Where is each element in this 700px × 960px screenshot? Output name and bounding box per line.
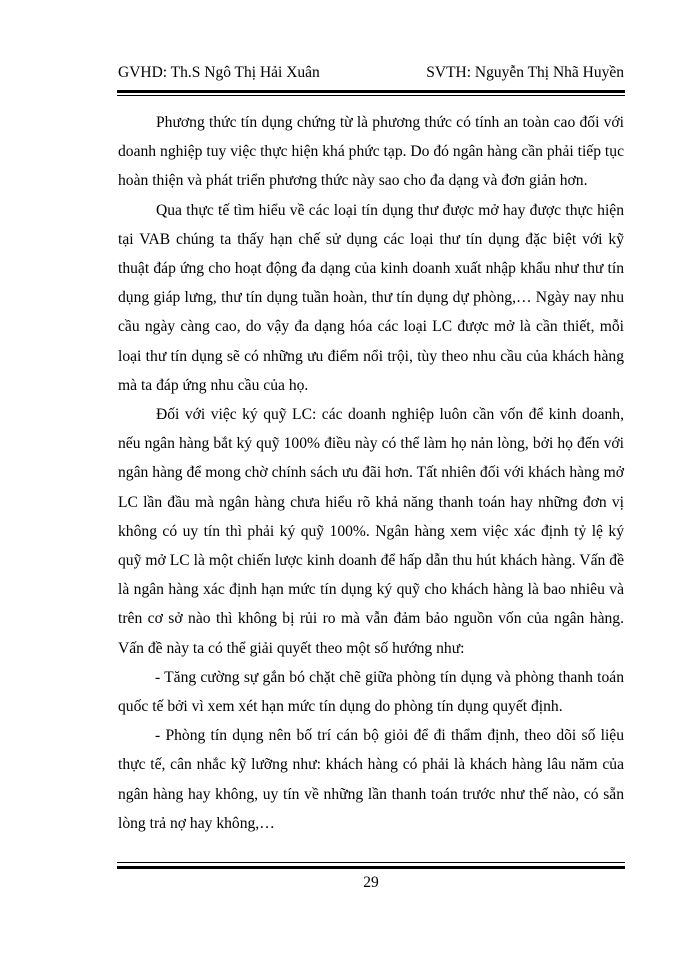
page-header [118, 64, 624, 88]
advisor-name: GVHD: Th.S Ngô Thị Hải Xuân [118, 64, 320, 81]
student-name: SVTH: Nguyễn Thị Nhã Huyền [426, 64, 624, 81]
header-rule-thick [117, 90, 625, 93]
paragraph: Đối với việc ký quỹ LC: các doanh nghiệp luôn cần vốn để kinh doanh, nếu ngân hàng bắt ký quỹ 100% điều này có thể làm họ nản lòng, bởi họ đến với ngân hàng để mong chờ chính sách ưu đãi hơn. Tất nhiên đối với khách hàng mở LC lần đầu mà ngân hàng chưa hiểu rõ khả năng thanh toán hay những đơn vị không có uy tín thì phải ký quỹ 100%. Ngân hàng xem việc xác định tỷ lệ ký quỹ mở LC là một chiến lược kinh doanh để hấp dẫn thu hút khách hàng. Vấn đề là ngân hàng xác định hạn mức tín dụng ký quỹ cho khách hàng là bao nhiêu và trên cơ sở nào thì không bị rủi ro mà vẫn đảm bảo nguồn vốn của ngân hàng. Vấn đề này ta có thể giải quyết theo một số hướng như: [118, 406, 624, 657]
paragraph: Qua thực tế tìm hiểu về các loại tín dụng thư được mở hay được thực hiện tại VAB chúng ta thấy hạn chế sử dụng các loại thư tín dụng đặc biệt với kỹ thuật đáp ứng cho hoạt động đa dạng của kinh doanh xuất nhập khẩu như thư tín dụng giáp lưng, thư tín dụng tuần hoàn, thư tín dụng dự phòng,… Ngày nay nhu cầu ngày càng cao, do vậy đa dạng hóa các loại LC được mở là cần thiết, mỗi loại thư tín dụng sẽ có những ưu điểm nổi trội, tùy theo nhu cầu của khách hàng mà ta đáp ứng nhu cầu của họ. [118, 201, 624, 394]
paragraph: Phương thức tín dụng chứng từ là phương thức có tính an toàn cao đối với doanh nghiệp tuy việc thực hiện khá phức tạp. Do đó ngân hàng cần phải tiếp tục hoàn thiện và phát triển phương thức này sao cho đa dạng và đơn giản hơn. [118, 114, 624, 190]
footer-rule-thick [117, 866, 625, 869]
bullet-item: - Tăng cường sự gắn bó chặt chẽ giữa phòng tín dụng và phòng thanh toán quốc tế bởi vì xem xét hạn mức tín dụng do phòng tín dụng quyết định. [118, 668, 624, 716]
page-number: 29 [363, 874, 379, 891]
footer-rule-thin [117, 862, 625, 863]
header-rule-thin [117, 95, 625, 96]
body-text [118, 108, 624, 838]
bullet-item: - Phòng tín dụng nên bố trí cán bộ giỏi để đi thẩm định, theo dõi số liệu thực tế, cân nhắc kỹ lưỡng như: khách hàng có phải là khách hàng lâu năm của ngân hàng hay không, uy tín về những lần thanh toán trước như thế nào, có sẵn lòng trả nợ hay không,… [118, 727, 624, 832]
